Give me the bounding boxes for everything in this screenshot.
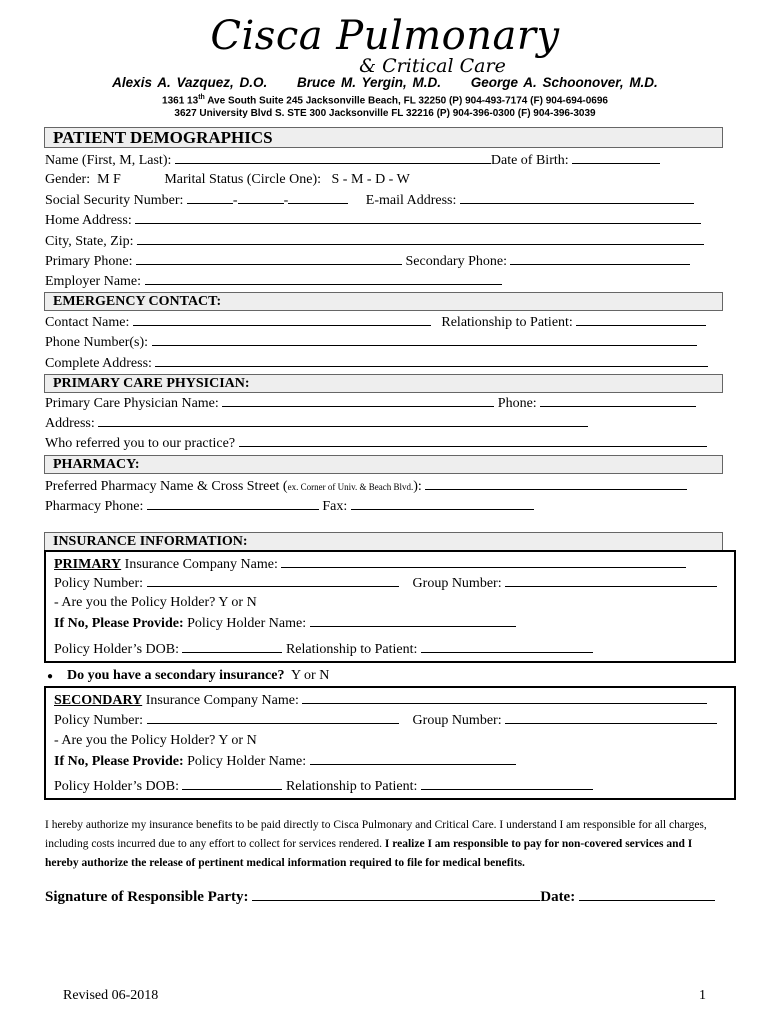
secondary-company-row: SECONDARY Insurance Company Name: [54,691,707,709]
secondary-holder-question[interactable]: - Are you the Policy Holder? Y or N [54,733,257,748]
section-emergency-contact: EMERGENCY CONTACT: [44,292,723,311]
primary-relationship-field[interactable] [421,640,593,653]
contact-phones-field[interactable] [152,333,697,346]
section-primary-care-physician: PRIMARY CARE PHYSICIAN: [44,374,723,393]
revision-note: Revised 06-2018 [63,988,159,1003]
secondary-company-field[interactable] [302,691,707,704]
secondary-policy-field[interactable] [147,711,399,724]
city-row: City, State, Zip: [45,232,704,250]
marital-options[interactable]: S - M - D - W [331,172,410,187]
pharmacy-phone-field[interactable] [147,497,319,510]
secondary-policy-row: Policy Number: Group Number: [54,711,717,729]
contact-address-row: Complete Address: [45,354,708,372]
email-field[interactable] [460,191,694,204]
secondary-holder-name-field[interactable] [310,752,516,765]
office-address-1: 1361 13th Ave South Suite 245 Jacksonville Beach, FL 32250 (P) 904-493-7174 (F) 904-694-0696 [162,94,608,107]
pharmacy-fax-field[interactable] [351,497,534,510]
section-pharmacy: PHARMACY: [44,455,723,474]
ssn-row: Social Security Number: - - E-mail Address: [45,191,694,209]
secondary-holder-dob-field[interactable] [182,777,282,790]
home-address-field[interactable] [135,211,701,224]
primary-company-field[interactable] [281,555,686,568]
signature-row: Signature of Responsible Party: Date: [45,888,715,906]
authorization-paragraph: I hereby authorize my insurance benefits to be paid directly to Cisca Pulmonary and Critical Care. I understand I am responsible for all charges, including costs incurred due to any effort to collect for services rendered. I realize I am responsible to pay for non-covered services and I hereby authorize the release of pertinent medical information required to file for medical benefits. [45,819,707,869]
page-number: 1 [699,988,706,1003]
name-field[interactable] [175,151,491,164]
employer-field[interactable] [145,272,502,285]
primary-holder-name-field[interactable] [310,614,516,627]
primary-phone-field[interactable] [136,252,402,265]
contact-name-field[interactable] [133,313,431,326]
contact-relationship-field[interactable] [576,313,706,326]
section-insurance-information: INSURANCE INFORMATION: [44,532,723,551]
name-row: Name (First, M, Last): Date of Birth: [45,151,660,169]
pharmacy-phone-row: Pharmacy Phone: Fax: [45,497,534,515]
contact-phones-row: Phone Number(s): [45,333,697,351]
logo-line-2: & Critical Care [359,55,506,77]
pcp-phone-field[interactable] [540,394,696,407]
ssn-field-3[interactable] [288,191,348,204]
phone-row: Primary Phone: Secondary Phone: [45,252,690,270]
referral-row: Who referred you to our practice? [45,434,707,452]
secondary-relationship-field[interactable] [421,777,593,790]
secondary-holder-name-row: If No, Please Provide: Policy Holder Name: [54,752,516,770]
primary-group-field[interactable] [505,574,717,587]
primary-insurance-box [44,550,736,663]
gender-options[interactable]: M F [97,172,121,187]
contact-row: Contact Name: Relationship to Patient: [45,313,706,331]
dob-field[interactable] [572,151,660,164]
secondary-group-field[interactable] [505,711,717,724]
signature-date-field[interactable] [579,888,715,901]
pcp-name-row: Primary Care Physician Name: Phone: [45,394,696,412]
home-address-row: Home Address: [45,211,701,229]
referral-field[interactable] [239,434,707,447]
doctor-names [0,75,770,90]
logo-line-1: Cisca Pulmonary [210,13,560,59]
primary-policy-field[interactable] [147,574,399,587]
pcp-address-row: Address: [45,414,588,432]
ssn-field-2[interactable] [238,191,284,204]
secondary-insurance-box [44,686,736,800]
pcp-address-field[interactable] [98,414,588,427]
section-patient-demographics: PATIENT DEMOGRAPHICS [44,127,723,148]
signature-field[interactable] [252,888,540,901]
primary-holder-question[interactable]: - Are you the Policy Holder? Y or N [54,595,257,610]
ssn-field-1[interactable] [187,191,233,204]
doctor-name: George A. Schoonover, M.D. [470,75,658,90]
secondary-phone-field[interactable] [510,252,690,265]
secondary-holder-dob-row: Policy Holder’s DOB: Relationship to Patient: [54,777,593,795]
doctor-name: Bruce M. Yergin, M.D. [296,75,442,90]
pharmacy-pref-row: Preferred Pharmacy Name & Cross Street (ex. Corner of Univ. & Beach Blvd.): [45,477,687,496]
gender-row: Gender: M F Marital Status (Circle One): S - M - D - W [45,172,410,187]
office-address-2: 3627 University Blvd S. STE 300 Jacksonville FL 32216 (P) 904-396-0300 (F) 904-396-3039 [174,108,596,119]
pcp-name-field[interactable] [222,394,494,407]
pharmacy-name-field[interactable] [425,477,687,490]
primary-holder-name-row: If No, Please Provide: Policy Holder Name: [54,614,516,632]
primary-holder-dob-row: Policy Holder’s DOB: Relationship to Patient: [54,640,593,658]
primary-policy-row: Policy Number: Group Number: [54,574,717,592]
secondary-yes-no[interactable]: Y or N [290,668,330,683]
primary-company-row: PRIMARY Insurance Company Name: [54,555,686,573]
contact-address-field[interactable] [155,354,708,367]
bullet-icon: ● [47,671,54,682]
doctor-name: Alexis A. Vazquez, D.O. [112,75,268,90]
secondary-insurance-question: ● Do you have a secondary insurance? Y or N [47,668,330,683]
primary-holder-dob-field[interactable] [182,640,282,653]
employer-row: Employer Name: [45,272,502,290]
city-state-zip-field[interactable] [137,232,704,245]
practice-logo [0,13,770,77]
